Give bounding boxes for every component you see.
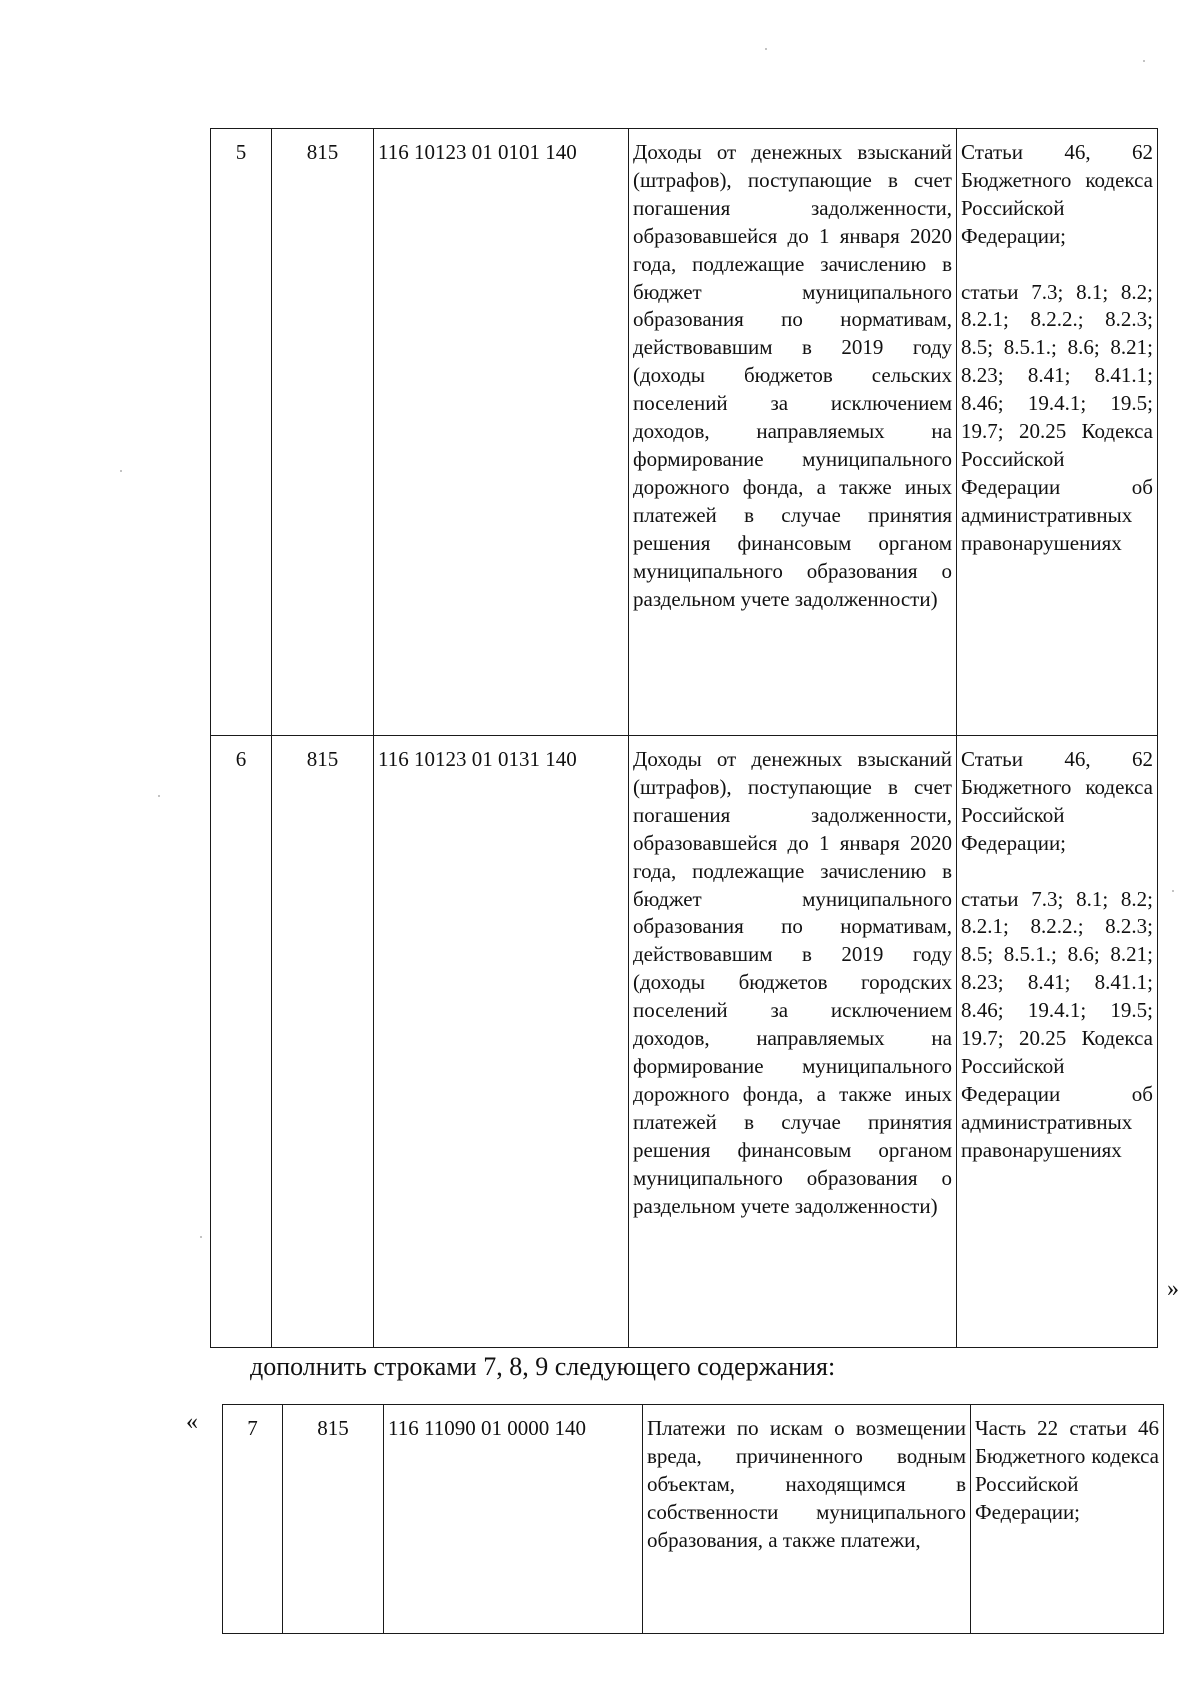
budget-classification-code-cell: 116 10123 01 0131 140 — [374, 736, 629, 1348]
closing-quote-mark: » — [1167, 1276, 1179, 1302]
legal-basis-administrative-code: статьи 7.3; 8.1; 8.2; 8.2.1; 8.2.2.; 8.2.3; 8.5; 8.5.1.; 8.6; 8.21; 8.23; 8.41; 8.41.1; 8.46; 19.4.1; 19.5; 19.7; 20.25 Кодекса Российской Федерации об административных правонарушениях — [961, 279, 1153, 555]
scan-speck — [1143, 60, 1145, 62]
opening-quote-mark: « — [186, 1409, 198, 1435]
scan-speck — [158, 795, 160, 797]
legal-basis-budget-code: Статьи 46, 62 Бюджетного кодекса Российской Федерации; — [961, 747, 1153, 855]
scan-speck — [1172, 890, 1174, 892]
revenue-codes-table-additions — [222, 1404, 1164, 1634]
scan-speck — [120, 470, 122, 472]
budget-classification-code-cell: 116 10123 01 0101 140 — [374, 129, 629, 736]
legal-basis-cell — [971, 1405, 1164, 1634]
administrator-code-cell: 815 — [272, 736, 374, 1348]
revenue-description-cell: Доходы от денежных взысканий (штрафов), поступающие в счет погашения задолженности, образовавшейся до 1 января 2020 года, подлежащие зачислению в бюджет муниципального образования по нормативам, действовавшим в 2019 году (доходы бюджетов сельских поселений за исключением доходов, направляемых на формирование муниципального дорожного фонда, а также иных платежей в случае принятия решения финансовым органом муниципального образования о раздельном учете задолженности) — [629, 129, 957, 736]
amendment-instruction-text: дополнить строками 7, 8, 9 следующего содержания: — [250, 1352, 836, 1381]
legal-basis-administrative-code: статьи 7.3; 8.1; 8.2; 8.2.1; 8.2.2.; 8.2.3; 8.5; 8.5.1.; 8.6; 8.21; 8.23; 8.41; 8.41.1; 8.46; 19.4.1; 19.5; 19.7; 20.25 Кодекса Российской Федерации об административных правонарушениях — [961, 886, 1153, 1162]
legal-basis-budget-code: Статьи 46, 62 Бюджетного кодекса Российской Федерации; — [961, 140, 1153, 248]
legal-basis-cell — [957, 129, 1158, 736]
administrator-code-cell: 815 — [283, 1405, 384, 1634]
table-row — [223, 1405, 1164, 1634]
administrator-code-cell: 815 — [272, 129, 374, 736]
legal-basis-budget-code: Часть 22 статьи 46 Бюджетного кодекса Российской Федерации; — [975, 1416, 1159, 1524]
revenue-description-cell: Платежи по искам о возмещении вреда, причиненного водным объектам, находящимся в собственности муниципального образования, а также платежи, — [643, 1405, 971, 1634]
row-number-cell: 5 — [211, 129, 272, 736]
budget-classification-code-cell: 116 11090 01 0000 140 — [384, 1405, 643, 1634]
scan-speck — [200, 1236, 202, 1238]
paragraph-gap — [961, 858, 1153, 886]
revenue-description-cell: Доходы от денежных взысканий (штрафов), поступающие в счет погашения задолженности, образовавшейся до 1 января 2020 года, подлежащие зачислению в бюджет муниципального образования по нормативам, действовавшим в 2019 году (доходы бюджетов городских поселений за исключением доходов, направляемых на формирование муниципального дорожного фонда, а также иных платежей в случае принятия решения финансовым органом муниципального образования о раздельном учете задолженности) — [629, 736, 957, 1348]
revenue-codes-table-continued — [210, 128, 1158, 1348]
table-row — [211, 129, 1158, 736]
row-number-cell: 7 — [223, 1405, 283, 1634]
paragraph-gap — [961, 251, 1153, 279]
legal-basis-cell — [957, 736, 1158, 1348]
table-row — [211, 736, 1158, 1348]
scan-speck — [765, 48, 767, 50]
row-number-cell: 6 — [211, 736, 272, 1348]
